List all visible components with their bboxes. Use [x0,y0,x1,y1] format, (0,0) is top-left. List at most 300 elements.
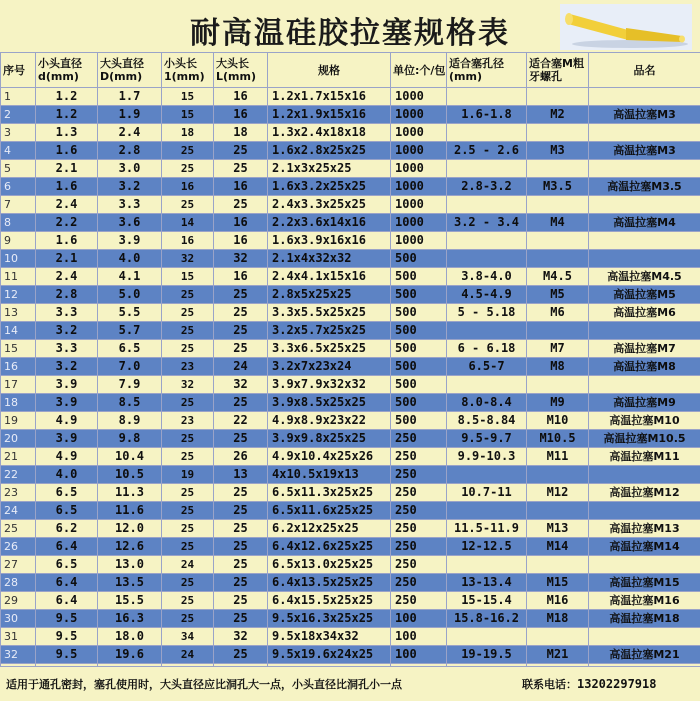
big-length-cell: 25 [214,610,268,628]
big-diameter-cell: 4.1 [98,268,162,286]
small-diameter-cell: 9.5 [36,646,98,664]
unit-cell: 250 [391,502,447,520]
screw-cell [527,502,589,520]
col-header-small-diameter: 小头直径d(mm) [36,53,98,88]
screw-cell: M5 [527,286,589,304]
big-length-cell: 32 [214,376,268,394]
big-diameter-cell: 3.2 [98,178,162,196]
unit-cell: 250 [391,574,447,592]
seq-cell: 18 [1,394,36,412]
big-diameter-cell: 18.0 [98,628,162,646]
big-diameter-cell: 13.0 [98,556,162,574]
col-header-hole: 适合塞孔径(mm) [447,53,527,88]
hole-cell: 8.0-8.4 [447,394,527,412]
unit-cell: 500 [391,286,447,304]
name-cell [589,376,700,394]
table-row [1,340,700,358]
hole-cell: 5 - 5.18 [447,304,527,322]
unit-cell: 500 [391,394,447,412]
spec-cell: 1.3x2.4x18x18 [268,124,391,142]
big-length-cell: 25 [214,538,268,556]
spec-cell: 2.1x3x25x25 [268,160,391,178]
table-row [1,124,700,142]
spec-cell: 6.2x12x25x25 [268,520,391,538]
table-row [1,538,700,556]
unit-cell: 500 [391,412,447,430]
big-length-cell: 18 [214,124,268,142]
big-diameter-cell: 9.8 [98,430,162,448]
unit-cell: 500 [391,340,447,358]
unit-cell: 250 [391,448,447,466]
unit-cell: 250 [391,520,447,538]
seq-cell: 16 [1,358,36,376]
screw-cell: M8 [527,358,589,376]
silicone-plug-image [560,4,692,50]
small-diameter-cell: 3.9 [36,394,98,412]
seq-cell: 19 [1,412,36,430]
hole-cell: 9.9-10.3 [447,448,527,466]
seq-cell: 9 [1,232,36,250]
hole-cell: 2.8-3.2 [447,178,527,196]
big-diameter-cell: 2.4 [98,124,162,142]
table-row [1,250,700,268]
unit-cell: 500 [391,358,447,376]
spec-cell: 4x10.5x19x13 [268,466,391,484]
small-diameter-cell: 3.3 [36,304,98,322]
big-diameter-cell: 5.7 [98,322,162,340]
unit-cell: 1000 [391,178,447,196]
spec-cell: 3.9x9.8x25x25 [268,430,391,448]
hole-cell: 15-15.4 [447,592,527,610]
name-cell [589,88,700,106]
big-diameter-cell: 4.0 [98,250,162,268]
small-length-cell: 16 [162,232,214,250]
small-length-cell: 19 [162,466,214,484]
table-row [1,412,700,430]
unit-cell: 500 [391,250,447,268]
small-length-cell: 25 [162,394,214,412]
seq-cell: 27 [1,556,36,574]
small-length-cell: 25 [162,196,214,214]
small-diameter-cell: 1.6 [36,232,98,250]
big-diameter-cell: 15.5 [98,592,162,610]
small-length-cell: 25 [162,340,214,358]
screw-cell: M10 [527,412,589,430]
unit-cell: 500 [391,322,447,340]
name-cell: 高温拉塞M4 [589,214,700,232]
big-diameter-cell: 3.0 [98,160,162,178]
hole-cell [447,250,527,268]
hole-cell [447,502,527,520]
big-diameter-cell: 10.5 [98,466,162,484]
big-length-cell: 25 [214,322,268,340]
small-length-cell: 25 [162,304,214,322]
spec-cell: 3.9x7.9x32x32 [268,376,391,394]
big-length-cell: 16 [214,214,268,232]
name-cell: 高温拉塞M14 [589,538,700,556]
unit-cell: 250 [391,466,447,484]
small-diameter-cell: 2.2 [36,214,98,232]
small-diameter-cell: 2.4 [36,196,98,214]
hole-cell: 6 - 6.18 [447,340,527,358]
spec-cell: 3.9x8.5x25x25 [268,394,391,412]
hole-cell [447,628,527,646]
table-row [1,268,700,286]
screw-cell: M15 [527,574,589,592]
seq-cell: 23 [1,484,36,502]
unit-cell: 100 [391,628,447,646]
name-cell [589,232,700,250]
small-length-cell: 14 [162,214,214,232]
hole-cell: 19-19.5 [447,646,527,664]
small-diameter-cell: 6.5 [36,502,98,520]
col-header-screw: 适合塞M粗牙螺孔 [527,53,589,88]
table-row [1,358,700,376]
unit-cell: 100 [391,646,447,664]
contact-label: 联系电话： [522,678,577,691]
contact-phone: 13202297918 [577,677,656,691]
big-diameter-cell: 1.7 [98,88,162,106]
screw-cell: M16 [527,592,589,610]
table-row [1,574,700,592]
name-cell [589,250,700,268]
big-diameter-cell: 5.5 [98,304,162,322]
small-diameter-cell: 1.6 [36,178,98,196]
screw-cell [527,556,589,574]
seq-cell: 20 [1,430,36,448]
seq-cell: 5 [1,160,36,178]
small-length-cell: 18 [162,124,214,142]
big-length-cell: 25 [214,286,268,304]
big-diameter-cell: 12.6 [98,538,162,556]
screw-cell [527,250,589,268]
big-diameter-cell: 1.9 [98,106,162,124]
unit-cell: 1000 [391,196,447,214]
table-row [1,304,700,322]
big-diameter-cell: 3.6 [98,214,162,232]
screw-cell: M7 [527,340,589,358]
big-length-cell: 24 [214,358,268,376]
big-length-cell: 25 [214,160,268,178]
col-header-big-diameter: 大头直径D(mm) [98,53,162,88]
hole-cell: 15.8-16.2 [447,610,527,628]
big-length-cell: 22 [214,412,268,430]
table-row [1,160,700,178]
table-row [1,214,700,232]
hole-cell [447,88,527,106]
big-diameter-cell: 5.0 [98,286,162,304]
hole-cell: 3.8-4.0 [447,268,527,286]
big-length-cell: 25 [214,574,268,592]
seq-cell: 14 [1,322,36,340]
small-length-cell: 25 [162,484,214,502]
screw-cell: M12 [527,484,589,502]
big-diameter-cell: 7.0 [98,358,162,376]
seq-cell: 13 [1,304,36,322]
screw-cell: M11 [527,448,589,466]
table-row [1,286,700,304]
small-diameter-cell: 6.5 [36,484,98,502]
seq-cell: 3 [1,124,36,142]
col-header-spec: 规格 [268,53,391,88]
spec-cell: 1.2x1.7x15x16 [268,88,391,106]
small-diameter-cell: 3.9 [36,376,98,394]
small-length-cell: 25 [162,286,214,304]
table-row [1,556,700,574]
spec-cell: 2.2x3.6x14x16 [268,214,391,232]
screw-cell: M3.5 [527,178,589,196]
big-diameter-cell: 6.5 [98,340,162,358]
big-length-cell: 25 [214,592,268,610]
small-diameter-cell: 3.9 [36,430,98,448]
name-cell: 高温拉塞M10 [589,412,700,430]
table-row [1,196,700,214]
name-cell: 高温拉塞M18 [589,610,700,628]
name-cell [589,160,700,178]
big-length-cell: 16 [214,178,268,196]
small-diameter-cell: 1.6 [36,142,98,160]
small-length-cell: 15 [162,88,214,106]
table-row [1,520,700,538]
unit-cell: 1000 [391,124,447,142]
small-length-cell: 25 [162,520,214,538]
name-cell [589,502,700,520]
small-diameter-cell: 1.2 [36,106,98,124]
spec-cell: 2.8x5x25x25 [268,286,391,304]
col-header-seq: 序号 [1,53,36,88]
spec-cell: 1.6x2.8x25x25 [268,142,391,160]
spec-cell: 6.5x11.3x25x25 [268,484,391,502]
small-diameter-cell: 3.2 [36,358,98,376]
hole-cell [447,376,527,394]
name-cell: 高温拉塞M16 [589,592,700,610]
small-diameter-cell: 4.9 [36,448,98,466]
big-diameter-cell: 12.0 [98,520,162,538]
hole-cell [447,160,527,178]
name-cell [589,196,700,214]
spec-cell: 2.4x4.1x15x16 [268,268,391,286]
hole-cell [447,466,527,484]
spec-cell: 2.1x4x32x32 [268,250,391,268]
spec-cell: 9.5x18x34x32 [268,628,391,646]
small-diameter-cell: 9.5 [36,610,98,628]
name-cell: 高温拉塞M11 [589,448,700,466]
small-length-cell: 25 [162,502,214,520]
seq-cell: 10 [1,250,36,268]
big-length-cell: 25 [214,646,268,664]
big-diameter-cell: 3.3 [98,196,162,214]
name-cell: 高温拉塞M7 [589,340,700,358]
unit-cell: 100 [391,610,447,628]
big-diameter-cell: 11.3 [98,484,162,502]
col-header-big-length: 大头长L(mm) [214,53,268,88]
spec-cell: 9.5x16.3x25x25 [268,610,391,628]
small-diameter-cell: 6.4 [36,574,98,592]
spec-cell: 3.2x5.7x25x25 [268,322,391,340]
small-length-cell: 34 [162,628,214,646]
page-title: 耐高温硅胶拉塞规格表 [150,8,550,52]
name-cell [589,628,700,646]
spec-cell: 2.4x3.3x25x25 [268,196,391,214]
small-diameter-cell: 4.0 [36,466,98,484]
small-diameter-cell: 1.3 [36,124,98,142]
seq-cell: 6 [1,178,36,196]
unit-cell: 250 [391,592,447,610]
table-row [1,466,700,484]
table-row [1,106,700,124]
spec-cell: 1.6x3.2x25x25 [268,178,391,196]
screw-cell: M3 [527,142,589,160]
small-diameter-cell: 3.3 [36,340,98,358]
name-cell: 高温拉塞M6 [589,304,700,322]
big-diameter-cell: 10.4 [98,448,162,466]
screw-cell: M4.5 [527,268,589,286]
big-diameter-cell: 13.5 [98,574,162,592]
small-diameter-cell: 6.5 [36,556,98,574]
hole-cell [447,556,527,574]
small-length-cell: 23 [162,358,214,376]
big-diameter-cell: 16.3 [98,610,162,628]
big-length-cell: 25 [214,340,268,358]
small-diameter-cell: 2.1 [36,250,98,268]
hole-cell: 13-13.4 [447,574,527,592]
screw-cell: M10.5 [527,430,589,448]
screw-cell [527,322,589,340]
name-cell: 高温拉塞M15 [589,574,700,592]
seq-cell: 17 [1,376,36,394]
big-length-cell: 25 [214,430,268,448]
table-row [1,322,700,340]
big-length-cell: 32 [214,628,268,646]
spec-cell: 4.9x8.9x23x22 [268,412,391,430]
screw-cell: M2 [527,106,589,124]
table-row [1,646,700,664]
big-length-cell: 25 [214,142,268,160]
table-body [1,88,700,682]
big-diameter-cell: 8.5 [98,394,162,412]
header [0,0,700,52]
small-length-cell: 25 [162,448,214,466]
small-diameter-cell: 2.8 [36,286,98,304]
footer [0,666,700,701]
big-length-cell: 16 [214,268,268,286]
name-cell [589,322,700,340]
name-cell: 高温拉塞M3.5 [589,178,700,196]
table-row [1,394,700,412]
small-length-cell: 25 [162,430,214,448]
big-length-cell: 32 [214,250,268,268]
name-cell: 高温拉塞M12 [589,484,700,502]
seq-cell: 1 [1,88,36,106]
seq-cell: 32 [1,646,36,664]
col-header-small-length: 小头长1(mm) [162,53,214,88]
small-diameter-cell: 2.4 [36,268,98,286]
spec-cell: 9.5x19.6x24x25 [268,646,391,664]
small-length-cell: 23 [162,412,214,430]
screw-cell [527,466,589,484]
big-length-cell: 25 [214,502,268,520]
small-length-cell: 24 [162,556,214,574]
small-length-cell: 15 [162,106,214,124]
big-length-cell: 13 [214,466,268,484]
big-length-cell: 25 [214,196,268,214]
name-cell: 高温拉塞M5 [589,286,700,304]
unit-cell: 500 [391,376,447,394]
table-row [1,502,700,520]
table-row [1,628,700,646]
table-row [1,142,700,160]
big-length-cell: 16 [214,106,268,124]
small-length-cell: 24 [162,646,214,664]
small-diameter-cell: 6.2 [36,520,98,538]
seq-cell: 12 [1,286,36,304]
contact [522,676,656,692]
small-length-cell: 25 [162,142,214,160]
name-cell: 高温拉塞M4.5 [589,268,700,286]
screw-cell [527,124,589,142]
small-length-cell: 15 [162,268,214,286]
spec-cell: 4.9x10.4x25x26 [268,448,391,466]
seq-cell: 26 [1,538,36,556]
unit-cell: 500 [391,268,447,286]
spec-cell: 3.2x7x23x24 [268,358,391,376]
unit-cell: 1000 [391,160,447,178]
unit-cell: 250 [391,484,447,502]
hole-cell: 4.5-4.9 [447,286,527,304]
unit-cell: 1000 [391,232,447,250]
screw-cell [527,88,589,106]
hole-cell: 8.5-8.84 [447,412,527,430]
seq-cell: 25 [1,520,36,538]
small-diameter-cell: 2.1 [36,160,98,178]
small-diameter-cell: 9.5 [36,628,98,646]
seq-cell: 11 [1,268,36,286]
big-length-cell: 16 [214,88,268,106]
spec-cell: 1.6x3.9x16x16 [268,232,391,250]
small-diameter-cell: 3.2 [36,322,98,340]
big-diameter-cell: 19.6 [98,646,162,664]
table-row [1,448,700,466]
small-length-cell: 32 [162,250,214,268]
big-length-cell: 25 [214,556,268,574]
hole-cell [447,196,527,214]
seq-cell: 29 [1,592,36,610]
hole-cell: 10.7-11 [447,484,527,502]
small-diameter-cell: 6.4 [36,592,98,610]
small-length-cell: 25 [162,538,214,556]
name-cell [589,466,700,484]
big-length-cell: 25 [214,484,268,502]
spec-cell: 6.4x15.5x25x25 [268,592,391,610]
unit-cell: 1000 [391,88,447,106]
seq-cell: 22 [1,466,36,484]
screw-cell: M4 [527,214,589,232]
screw-cell [527,376,589,394]
product-photo [560,4,692,50]
seq-cell: 7 [1,196,36,214]
big-diameter-cell: 7.9 [98,376,162,394]
spec-cell: 6.5x13.0x25x25 [268,556,391,574]
small-length-cell: 16 [162,178,214,196]
small-length-cell: 32 [162,376,214,394]
unit-cell: 250 [391,430,447,448]
big-length-cell: 25 [214,304,268,322]
unit-cell: 500 [391,304,447,322]
header-row [1,53,700,88]
name-cell: 高温拉塞M13 [589,520,700,538]
hole-cell [447,124,527,142]
spec-table [0,52,700,682]
